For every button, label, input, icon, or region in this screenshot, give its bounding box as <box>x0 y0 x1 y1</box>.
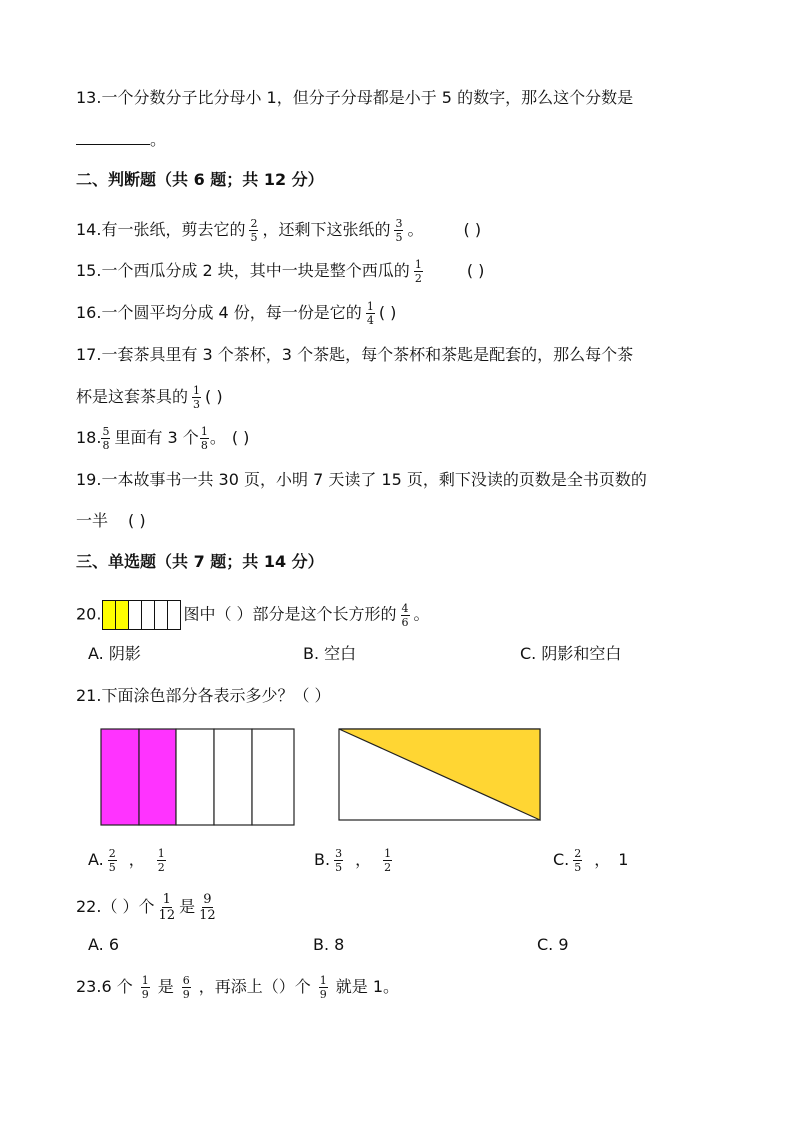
fraction: $\frac{9}{12}$ <box>199 892 216 923</box>
section-title-choice: 三、单选题（共 7 题；共 14 分） <box>76 552 324 571</box>
blank-cell <box>167 600 181 630</box>
option-c[interactable]: C. $\frac{2}{5}$ ， 1 <box>553 847 629 874</box>
option-c[interactable]: C. 9 <box>537 935 569 954</box>
answer-blank[interactable] <box>76 130 150 145</box>
option-b[interactable]: B. 空白 <box>303 644 357 663</box>
fraction: $\frac{1}{2}$ <box>157 847 165 874</box>
q19-line1: 19.一本故事书一共 30 页，小明 7 天读了 15 页，剩下没读的页数是全书页数的 <box>76 470 647 489</box>
answer-paren[interactable]: ( ) <box>463 220 482 239</box>
magenta-bar-figure <box>100 728 296 827</box>
fraction: $\frac{1}{8}$ <box>200 425 208 452</box>
q14: 14.有一张纸，剪去它的 $\frac{2}{5}$ ，还剩下这张纸的 $\frac{3}{5}$ 。 ( ) <box>76 217 482 244</box>
q13-line2: 。 <box>76 128 166 152</box>
fraction: $\frac{1}{2}$ <box>384 847 392 874</box>
q17-line1: 17.一套茶具里有 3 个茶杯，3 个茶匙，每个茶杯和茶匙是配套的，那么每个茶 <box>76 345 634 364</box>
fraction: $\frac{1}{2}$ <box>414 258 422 285</box>
blank-cell <box>154 600 168 630</box>
option-b[interactable]: B. $\frac{3}{5}$ ， $\frac{1}{2}$ <box>314 847 392 874</box>
fraction: $\frac{1}{4}$ <box>366 300 374 327</box>
q16: 16.一个圆平均分成 4 份，每一份是它的 $\frac{1}{4}$ ( ) <box>76 300 397 327</box>
q18: 18. $\frac{5}{8}$ 里面有 3 个 $\frac{1}{8}$ 。 ( ) <box>76 425 250 452</box>
blank-cell <box>176 729 214 825</box>
triangle-rectangle-figure <box>338 728 542 822</box>
fraction: $\frac{5}{8}$ <box>102 425 110 452</box>
fraction: $\frac{1}{3}$ <box>193 384 201 411</box>
option-b[interactable]: B. 8 <box>313 935 345 954</box>
rectangle-strip-figure <box>103 600 181 630</box>
shaded-cell <box>115 600 129 630</box>
q19-line2: 一半 ( ) <box>76 509 146 533</box>
q20: 20. 图中（ ）部分是这个长方形的 $\frac{4}{6}$ 。 <box>76 601 430 629</box>
q17-line2: 杯是这套茶具的 $\frac{1}{3}$ ( ) <box>76 384 223 411</box>
fraction: $\frac{1}{9}$ <box>319 974 327 1001</box>
q13-line1: 13.一个分数分子比分母小 1，但分子分母都是小于 5 的数字，那么这个分数是 <box>76 88 634 107</box>
blank-cell <box>252 729 294 825</box>
answer-paren[interactable]: ( ) <box>128 511 146 530</box>
blank-cell <box>141 600 155 630</box>
fraction: $\frac{1}{12}$ <box>158 892 176 923</box>
blank-cell <box>128 600 142 630</box>
fraction: $\frac{4}{6}$ <box>401 601 409 629</box>
blank-cell <box>214 729 252 825</box>
q23: 23.6 个 $\frac{1}{9}$ 是 $\frac{6}{9}$ ，再添上（）个 $\frac{1}{9}$ 就是 1。 <box>76 974 400 1001</box>
option-a[interactable]: A. $\frac{2}{5}$ ， $\frac{1}{2}$ <box>88 847 165 874</box>
fraction: $\frac{3}{5}$ <box>395 217 403 244</box>
q22: 22.（ ）个 $\frac{1}{12}$ 是 $\frac{9}{12}$ <box>76 892 216 923</box>
answer-paren[interactable]: ( ) <box>466 261 485 280</box>
option-a[interactable]: A. 阴影 <box>88 644 141 663</box>
fraction: $\frac{6}{9}$ <box>182 974 190 1001</box>
answer-paren[interactable]: ( ) <box>205 387 223 406</box>
section-title-judgment: 二、判断题（共 6 题；共 12 分） <box>76 170 324 189</box>
magenta-cell <box>101 729 139 825</box>
q21-stem: 21.下面涂色部分各表示多少？（ ） <box>76 686 331 705</box>
option-c[interactable]: C. 阴影和空白 <box>520 644 622 663</box>
option-a[interactable]: A. 6 <box>88 935 120 954</box>
fraction: $\frac{3}{5}$ <box>335 847 343 874</box>
q15: 15.一个西瓜分成 2 块，其中一块是整个西瓜的 $\frac{1}{2}$ ( ) <box>76 258 485 285</box>
answer-paren[interactable]: ( ) <box>378 303 397 322</box>
fraction: $\frac{2}{5}$ <box>108 847 116 874</box>
magenta-cell <box>139 729 176 825</box>
fraction: $\frac{2}{5}$ <box>250 217 258 244</box>
fraction: $\frac{2}{5}$ <box>574 847 582 874</box>
fraction: $\frac{1}{9}$ <box>141 974 149 1001</box>
shaded-cell <box>102 600 116 630</box>
answer-paren[interactable]: ( ) <box>231 428 250 447</box>
